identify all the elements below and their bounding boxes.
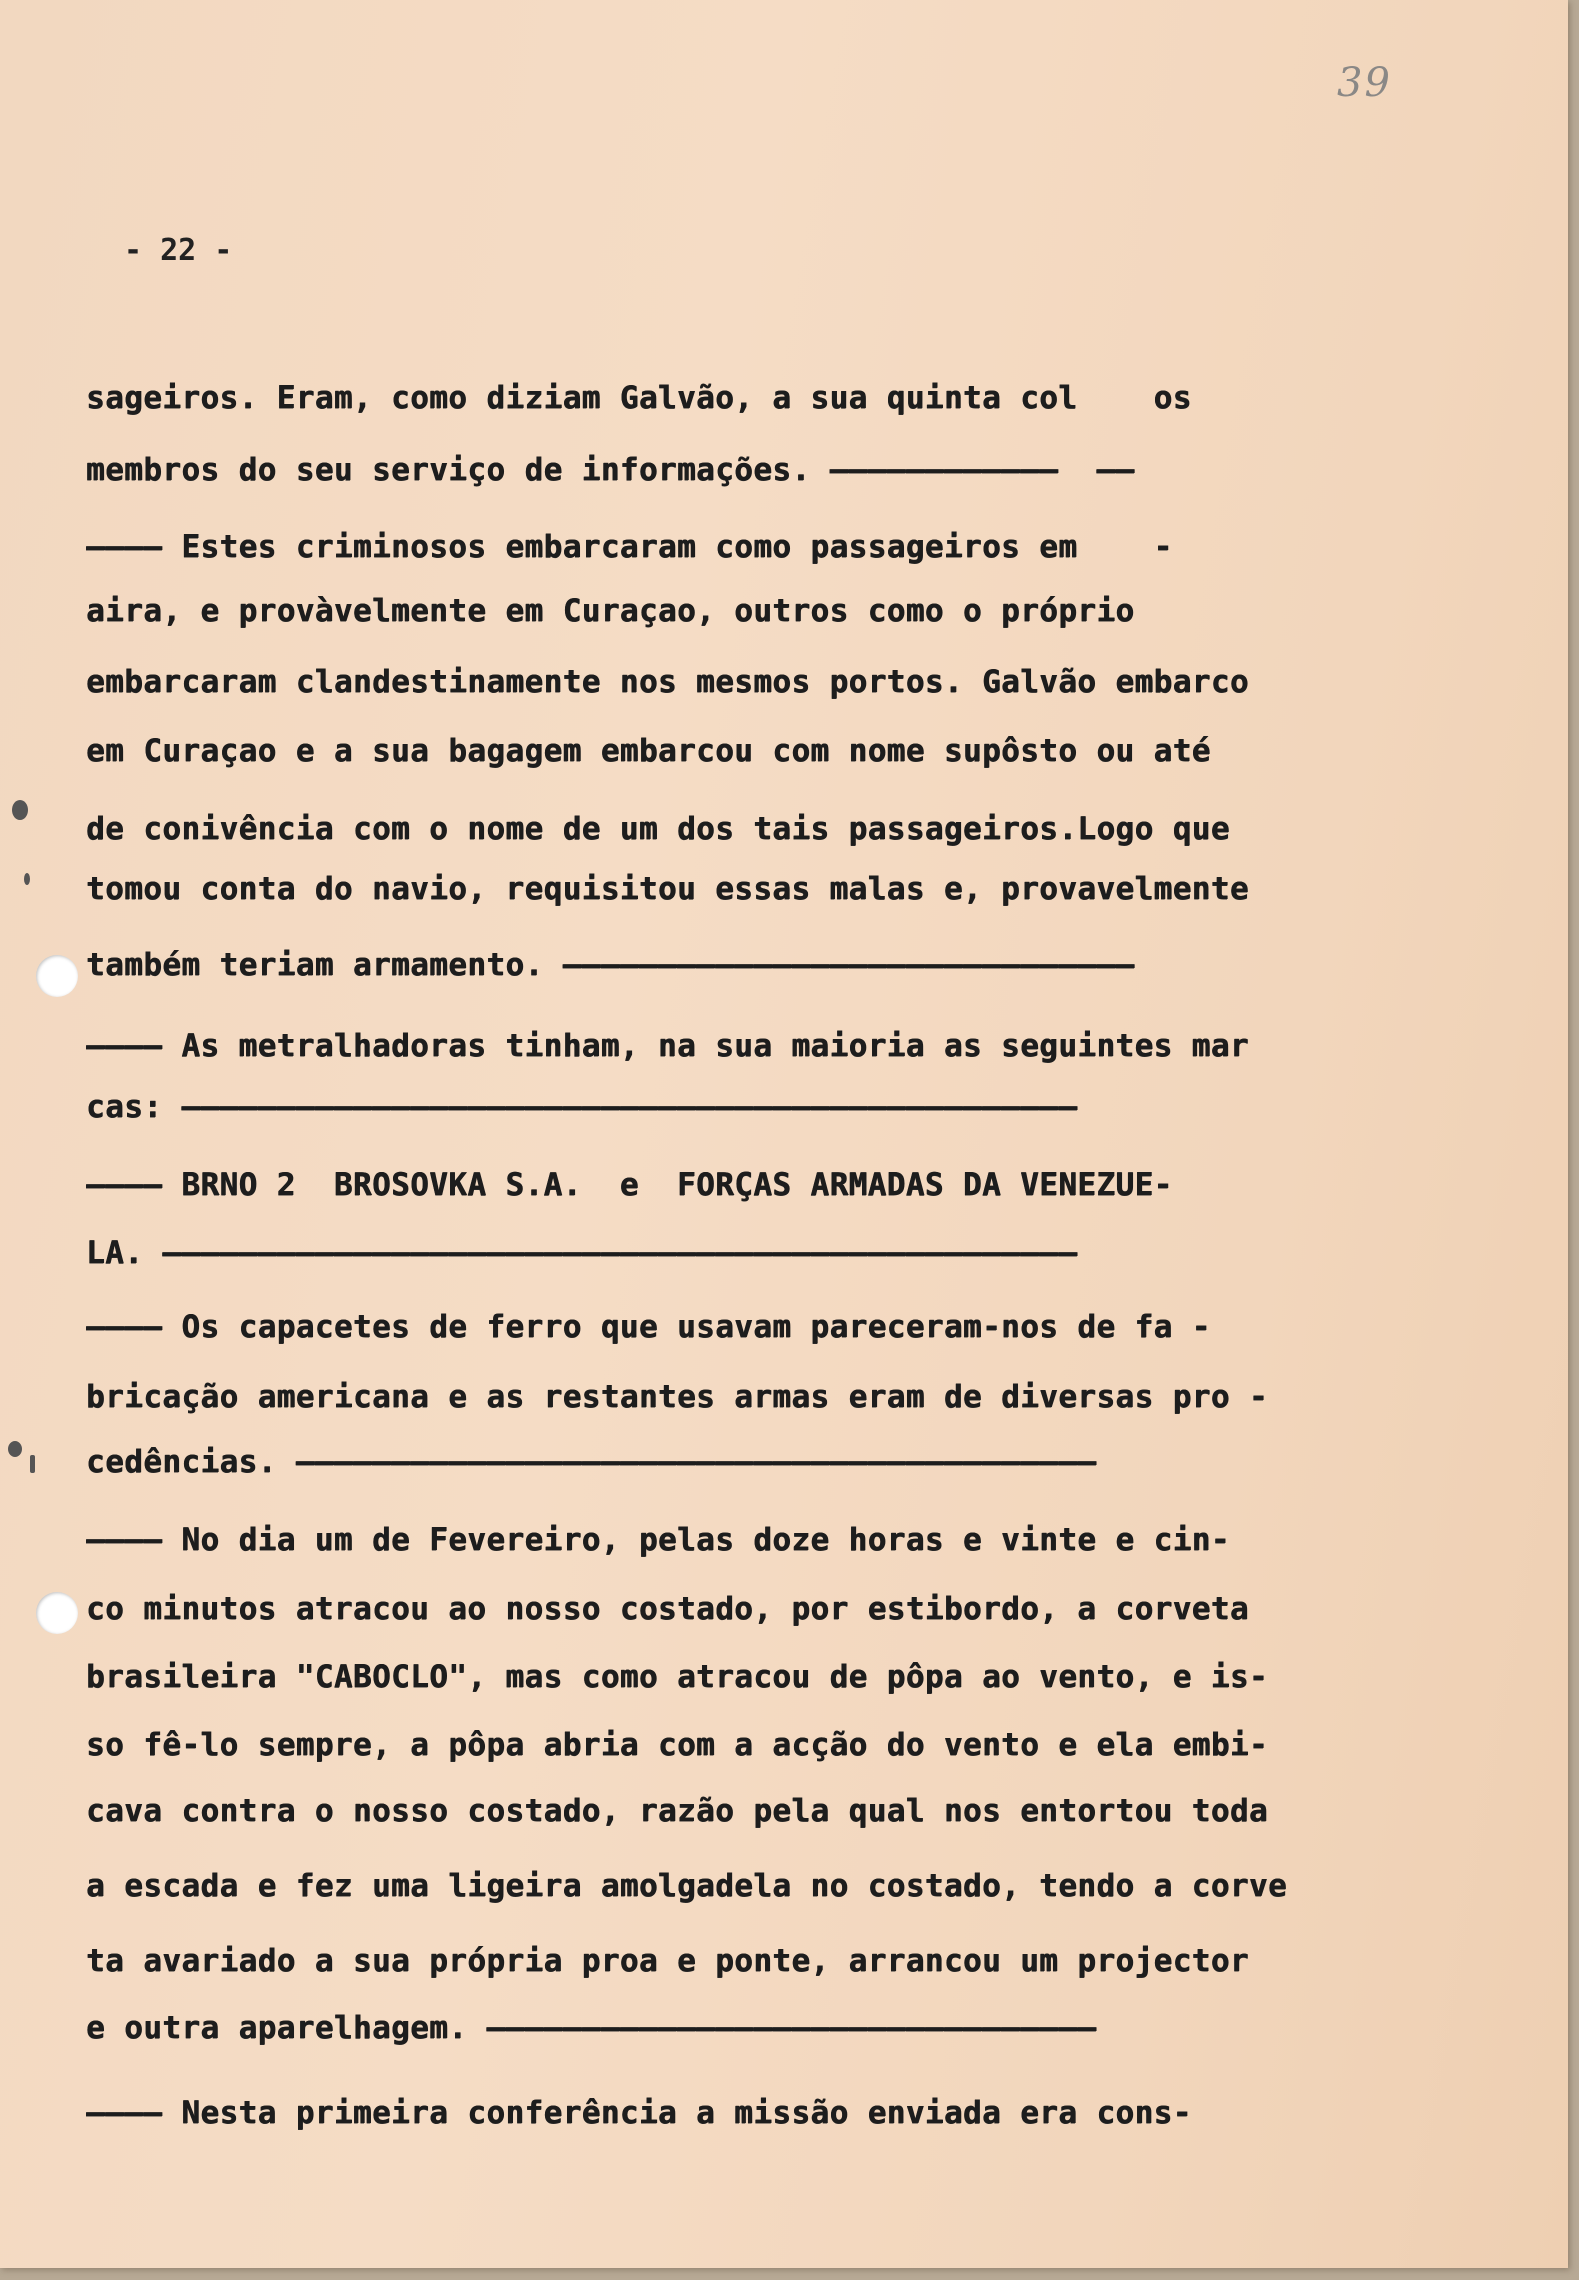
text-line: so fê-lo sempre, a pôpa abria com a acção do vento e ela embi- — [86, 1727, 1268, 1763]
text-line: e outra aparelhagem. ———————————————————————————————— — [86, 2010, 1097, 2046]
ink-spot — [8, 1441, 22, 1457]
ink-spot — [12, 800, 28, 820]
text-line: membros do seu serviço de informações. ———————————— —— — [86, 452, 1135, 488]
text-line: ———— BRNO 2 BROSOVKA S.A. e FORÇAS ARMADAS DA VENEZUE- — [86, 1167, 1173, 1203]
text-line: co minutos atracou ao nosso costado, por estibordo, a corveta — [86, 1591, 1249, 1627]
text-line: cava contra o nosso costado, razão pela qual nos entortou toda — [86, 1793, 1268, 1829]
text-line: ———— As metralhadoras tinham, na sua maioria as seguintes mar — [86, 1028, 1249, 1064]
text-line: a escada e fez uma ligeira amolgadela no costado, tendo a corve — [86, 1868, 1288, 1904]
text-line: em Curaçao e a sua bagagem embarcou com nome supôsto ou até — [86, 733, 1211, 769]
punch-hole — [36, 955, 78, 997]
text-line: bricação americana e as restantes armas eram de diversas pro - — [86, 1379, 1268, 1415]
text-line: ———— Nesta primeira conferência a missão enviada era cons- — [86, 2095, 1192, 2131]
text-line: ta avariado a sua própria proa e ponte, arrancou um projector — [86, 1943, 1249, 1979]
ink-spot — [24, 873, 30, 885]
punch-hole — [36, 1592, 78, 1634]
ink-spot — [30, 1455, 35, 1473]
text-line: cas: ——————————————————————————————————————————————— — [86, 1089, 1078, 1125]
text-line: também teriam armamento. —————————————————————————————— — [86, 947, 1135, 983]
text-line: embarcaram clandestinamente nos mesmos portos. Galvão embarco — [86, 664, 1249, 700]
text-line: cedências. —————————————————————————————————————————— — [86, 1444, 1097, 1480]
text-line: sageiros. Eram, como diziam Galvão, a sua quinta col os — [86, 380, 1192, 416]
folio-number: 39 — [1337, 60, 1392, 106]
text-line: ———— No dia um de Fevereiro, pelas doze horas e vinte e cin- — [86, 1522, 1230, 1558]
text-line: brasileira "CABOCLO", mas como atracou de pôpa ao vento, e is- — [86, 1659, 1268, 1695]
page-number: - 22 - — [124, 233, 233, 268]
text-line: de conivência com o nome de um dos tais passageiros.Logo que — [86, 811, 1230, 847]
text-line: tomou conta do navio, requisitou essas malas e, provavelmente — [86, 871, 1249, 907]
text-line: ———— Estes criminosos embarcaram como passageiros em - — [86, 529, 1173, 565]
text-line: ———— Os capacetes de ferro que usavam pareceram-nos de fa - — [86, 1309, 1211, 1345]
text-line: LA. ———————————————————————————————————————————————— — [86, 1235, 1078, 1271]
text-line: aira, e provàvelmente em Curaçao, outros como o próprio — [86, 593, 1135, 629]
